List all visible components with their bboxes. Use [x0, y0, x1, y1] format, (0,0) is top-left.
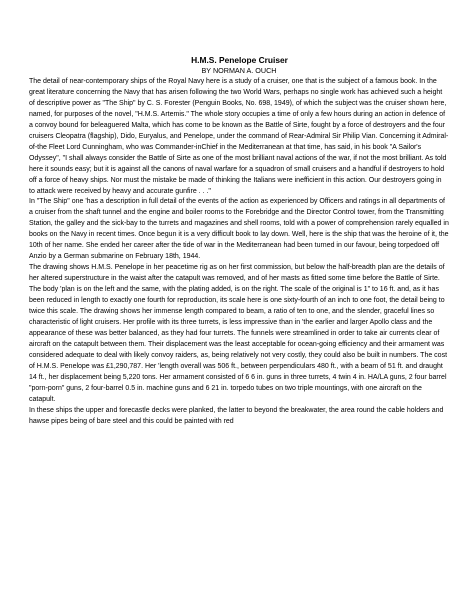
body-paragraph: In "The Ship" one 'has a description in full detail of the events of the action as experienced by Officers and ratings in all departments of a cruiser from the shaft tunnel and the engine and boiler rooms to the Forebridge and the Director Control tower, from the Transmitting Station, the galley and the sick-bay to the turrets and magazines and shell rooms, told with a power of comprehension rarely equalled in books on the Navy in recent times. Once begun it is a very difficult book to lay down. Well, here is the ship that was the heroine of it, the 10th of her name. She ended her career after the tide of war in the Mediterranean had been turned in our favour, being torpedoed off Anzio by a German submarine on February 18th, 1944. — [29, 198, 449, 261]
document-author: BY NORMAN A. OUCH — [201, 66, 277, 75]
body-paragraph: The drawing shows H.M.S. Penelope in her peacetime rig as on her first commission, but below the half-breadth plan are the details of her altered superstructure in the waist after the catapult was removed, and of her masts as fitted some time before the Battle of Sirte. The body 'plan is on the left and the same, with the plating added, is on the right. The scale of the original is 1" to 16 ft. and, as it has been reduced in length to exactly one fourth for reproduction, its scale here is one sixty-fourth of an inch to one foot, the detail being to twice this scale. The drawing shows her immense length compared to beam, a ratio of ten to one, and the slender, graceful lines so characteristic of light cruisers. Her profile with its three turrets, is less impressive than in 'the earlier and larger Apollo class and the appearance of these was better balanced, as they had four turrets. The funnels were streamlined in order to take air currents clear of aircraft on the catapult between them. Their displacement was the least acceptable for ocean-going efficiency and their armament was considered adequate to deal with likely convoy raiders, as, being relatively not very costly, they could also be built in numbers. The cost of H.M.S. Penelope was £1,290,787. Her 'length overall was 506 ft., between perpendiculars 480 ft., with a beam of 51 ft. and draught 14 ft., her displacement being 5,220 tons. Her armament consisted of 6 6 in. guns in three turrets, 4 twin 4 in. HA/LA guns, 2 four barrel "porn-porn" guns, 2 four-barrel 0.5 in. machine guns and 6 21 in. torpedo tubes on two triple mountings, with one aircraft on the catapult. — [29, 264, 448, 403]
body-paragraph: In these ships the upper and forecastle decks were planked, the latter to beyond the breakwater, the area round the cable holders and hawse pipes being of bare steel and this could be painted with red — [29, 406, 444, 425]
body-paragraph: The detail of near-contemporary ships of the Royal Navy here is a study of a cruiser, one that is the subject of a famous book. In the great literature concerning the Navy that has arisen following the two World Wars, perhaps no single work has achieved such a height of descriptive power as "The Ship" by C. S. Forester (Penguin Books, No. 698, 1949), of which the subject was the cruiser shown here, named, for purposes of the novel, "H.M.S. Artemis." The whole story occupies a time of only a few hours during an action in defence of a convoy bound for beleaguered Malta, which has come to be known as the Battle of Sirte, fought by a force of destroyers and the four cruisers Cleopatra (flagship), Dido, Euryalus, and Penelope, under the command of Rear-Admiral Sir Philip Vian. Concerning it Admiral-of-the Fleet Lord Cunningham, who was Commander-inChief in the Mediterranean at that time, has said, in his book "A Sailor's Odyssey", "I shall always consider the Battle of Sirte as one of the most brilliant naval actions of the war, if not the most brilliant. As told here it sounds easy; but it is against all the canons of naval warfare for a squadron of small cruisers and a handful if destroyers to hold off a force of heavy ships. Nor must the mistake be made of thinking the Italians were inefficient in this action. Our destroyers going in to attack were received by heavy and accurate gunfire . . ." — [29, 78, 449, 195]
document-title: H.M.S. Penelope Cruiser — [191, 55, 288, 65]
document-body — [29, 77, 449, 428]
